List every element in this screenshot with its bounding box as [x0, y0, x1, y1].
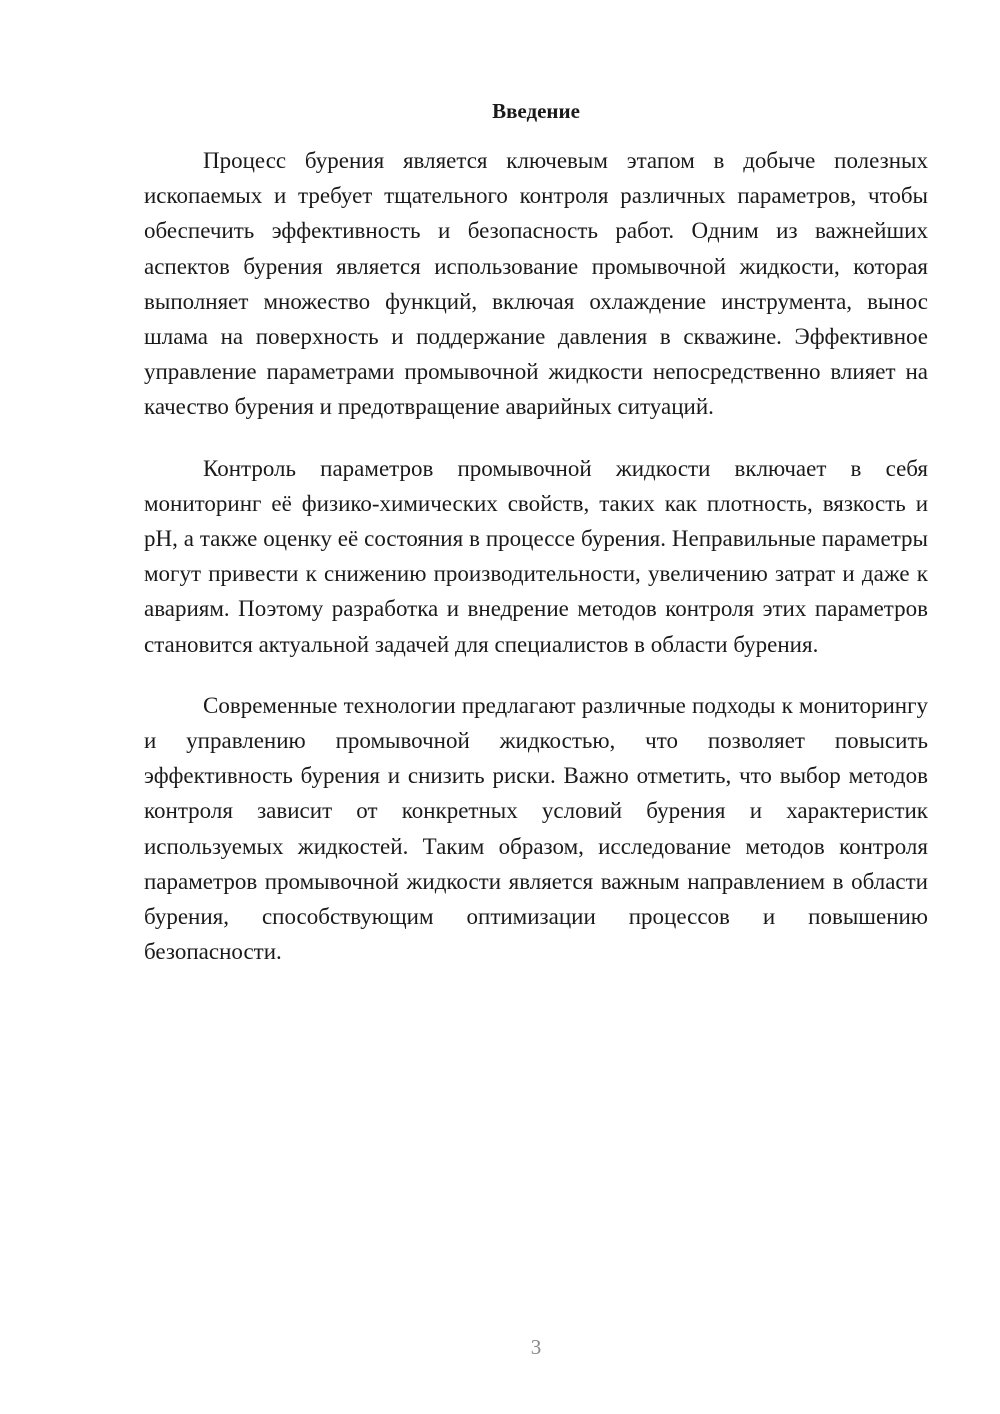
body-text [144, 143, 928, 995]
page-number: 3 [530, 1335, 542, 1359]
page-title: Введение [492, 99, 580, 123]
paragraph-intro: Процесс бурения является ключевым этапом в добыче полезных ископаемых и требует тщательного контроля различных параметров, чтобы обеспечить эффективность и безопасность работ. Одним из важнейших аспектов бурения является использование промывочной жидкости, которая выполняет множество функций, включая охлаждение инструмента, вынос шлама на поверхность и поддержание давления в скважине. Эффективное управление параметрами промывочной жидкости непосредственно влияет на качество бурения и предотвращение аварийных ситуаций. [144, 148, 928, 420]
paragraph-control: Контроль параметров промывочной жидкости включает в себя мониторинг её физико-химических свойств, таких как плотность, вязкость и pH, а также оценку её состояния в процессе бурения. Неправильные параметры могут привести к снижению производительности, увеличению затрат и даже к авариям. Поэтому разработка и внедрение методов контроля этих параметров становится актуальной задачей для специалистов в области бурения. [144, 455, 928, 657]
paragraph-technologies: Современные технологии предлагают различные подходы к мониторингу и управлению промывочной жидкостью, что позволяет повысить эффективность бурения и снизить риски. Важно отметить, что выбор методов контроля зависит от конкретных условий бурения и характеристик используемых жидкостей. Таким образом, исследование методов контроля параметров промывочной жидкости является важным направлением в области бурения, способствующим оптимизации процессов и повышению безопасности. [144, 692, 928, 965]
